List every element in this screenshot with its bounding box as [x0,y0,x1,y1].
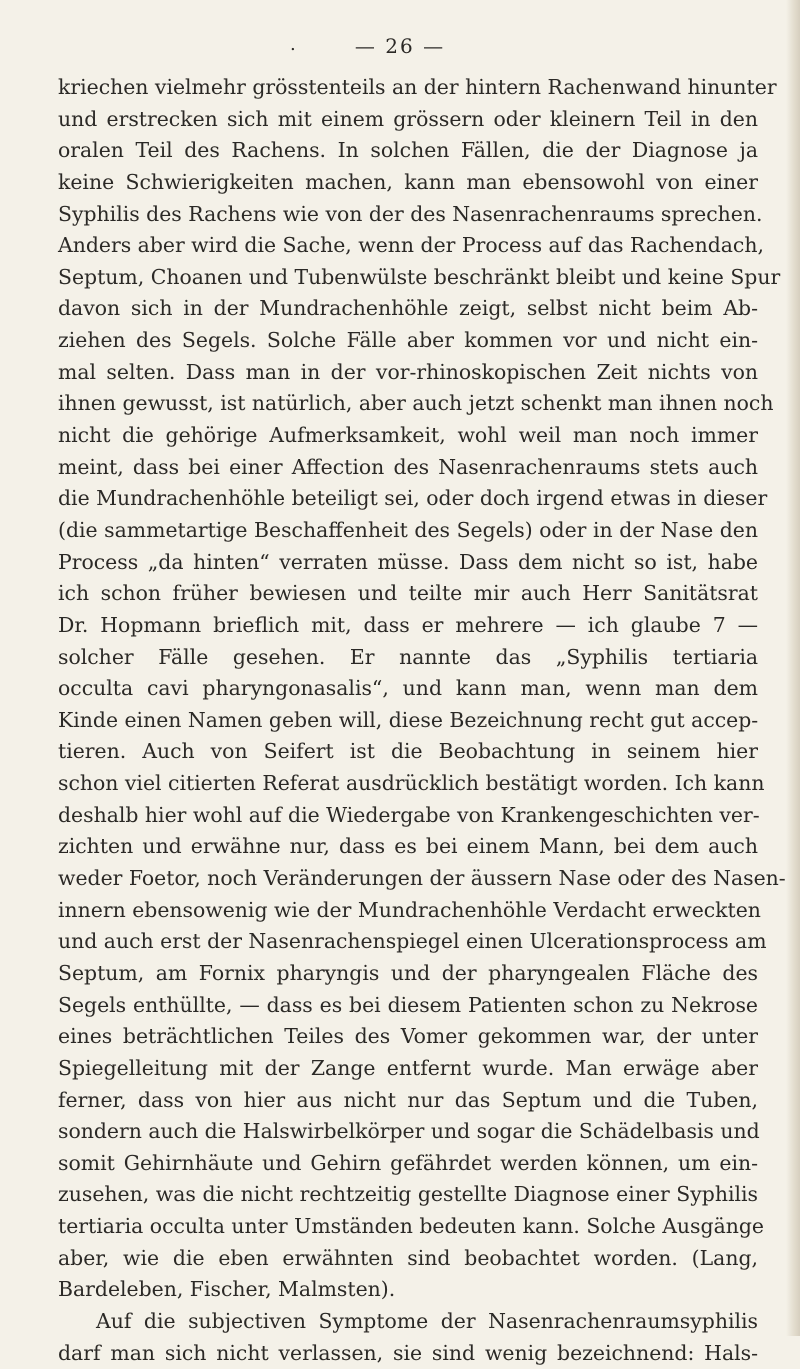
text-line: solcher Fälle gesehen. Er nannte das „Syphilis tertiaria [58,644,758,669]
text-line: Syphilis des Rachens wie von der des Nasenrachenraums sprechen. [58,201,763,226]
text-line: tertiaria occulta unter Umständen bedeuten kann. Solche Ausgänge [58,1214,764,1239]
text-line: ziehen des Segels. Solche Fälle aber kommen vor und nicht ein- [58,328,758,353]
page-number: — 26 — [354,34,446,58]
text-line: nicht die gehörige Aufmerksamkeit, wohl weil man noch immer [58,423,758,448]
body-text [58,72,786,1369]
text-line: Kinde einen Namen geben will, diese Bezeichnung recht gut accep- [58,707,759,732]
text-line: Spiegelleitung mit der Zange entfernt wurde. Man erwäge aber [58,1055,758,1080]
text-line: eines beträchtlichen Teiles des Vomer gekommen war, der unter [58,1024,758,1049]
text-line: innern ebensowenig wie der Mundrachenhöhle Verdacht erweckten [58,897,761,922]
text-line: zichten und erwähne nur, dass es bei einem Mann, bei dem auch [58,834,758,859]
text-line: tieren. Auch von Seifert ist die Beobachtung in seinem hier [58,739,758,764]
text-line: meint, dass bei einer Affection des Nasenrachenraums stets auch [58,454,758,479]
page-edge-shadow [786,0,800,1336]
text-line: sondern auch die Halswirbelkörper und sogar die Schädelbasis und [58,1119,760,1144]
text-line: oralen Teil des Rachens. In solchen Fällen, die der Diagnose ja [58,138,758,163]
page-header [0,34,800,58]
paragraph-end-line: Bardeleben, Fischer, Malmsten). [58,1277,396,1302]
text-line: Dr. Hopmann brieflich mit, dass er mehrere — ich glaube 7 — [58,612,758,637]
text-line: Segels enthüllte, — dass es bei diesem Patienten schon zu Nekrose [58,992,758,1017]
text-line: schon viel citierten Referat ausdrücklich bestätigt worden. Ich kann [58,771,765,796]
text-line: darf man sich nicht verlassen, sie sind wenig bezeichnend: Hals- [58,1340,758,1365]
text-line: occulta cavi pharyngonasalis“, und kann man, wenn man dem [58,676,758,701]
text-line: Septum, Choanen und Tubenwülste beschränkt bleibt und keine Spur [58,264,781,289]
text-line: weder Foetor, noch Veränderungen der äussern Nase oder des Nasen- [58,866,786,891]
text-line: zusehen, was die nicht rechtzeitig gestellte Diagnose einer Syphilis [58,1182,758,1207]
text-line: davon sich in der Mundrachenhöhle zeigt, selbst nicht beim Ab- [58,296,758,321]
text-line: Septum, am Fornix pharyngis und der pharyngealen Fläche des [58,960,758,985]
text-line: keine Schwierigkeiten machen, kann man ebensowohl von einer [58,169,758,194]
text-line: ihnen gewusst, ist natürlich, aber auch jetzt schenkt man ihnen noch [58,391,774,416]
text-line: Anders aber wird die Sache, wenn der Process auf das Rachendach, [58,233,764,258]
paragraph-start-line: Auf die subjectiven Symptome der Nasenrachenraumsyphilis [96,1308,758,1333]
text-line: deshalb hier wohl auf die Wiedergabe von Krankengeschichten ver- [58,802,760,827]
text-line: ich schon früher bewiesen und teilte mir auch Herr Sanitätsrat [58,581,758,606]
text-line: mal selten. Dass man in der vor-rhinoskopischen Zeit nichts von [58,359,758,384]
text-line: (die sammetartige Beschaffenheit des Segels) oder in der Nase den [58,517,758,542]
text-line: kriechen vielmehr grösstenteils an der hintern Rachenwand hinunter [58,75,777,99]
text-line: somit Gehirnhäute und Gehirn gefährdet werden können, um ein- [58,1150,758,1175]
text-line: Process „da hinten“ verraten müsse. Dass dem nicht so ist, habe [58,549,758,574]
text-line: und erstrecken sich mit einem grössern oder kleinern Teil in den [58,106,758,131]
text-line: ferner, dass von hier aus nicht nur das Septum und die Tuben, [58,1087,758,1112]
text-line: und auch erst der Nasenrachenspiegel einen Ulcerationsprocess am [58,929,767,954]
page-marker: . [290,34,298,55]
text-line: die Mundrachenhöhle beteiligt sei, oder doch irgend etwas in dieser [58,486,768,511]
text-line: aber, wie die eben erwähnten sind beobachtet worden. (Lang, [58,1245,758,1270]
